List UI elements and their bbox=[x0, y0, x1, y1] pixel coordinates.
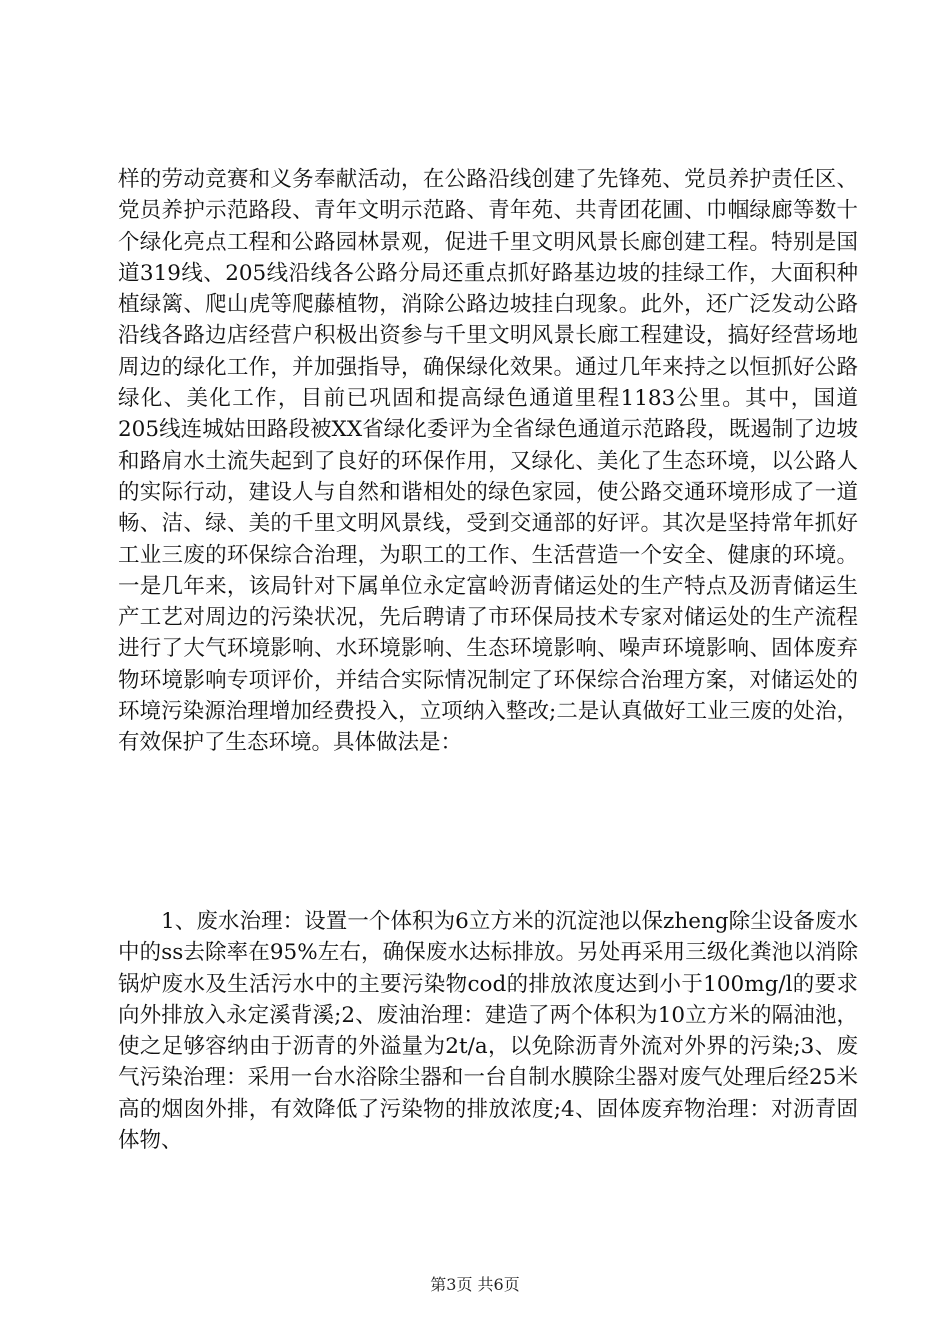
body-paragraph: 样的劳动竞赛和义务奉献活动，在公路沿线创建了先锋苑、党员养护责任区、党员养护示范路段、青年文明示范路、青年苑、共青团花圃、巾帼绿廊等数十个绿化亮点工程和公路园林景观，促进千里文明风景长廊创建工程。特别是国道319线、205线沿线各公路分局还重点抓好路基边坡的挂绿工作，大面积种植绿篱、爬山虎等爬藤植物，消除公路边坡挂白现象。此外，还广泛发动公路沿线各路边店经营户积极出资参与千里文明风景长廊工程建设，搞好经营场地周边的绿化工作，并加强指导，确保绿化效果。通过几年来持之以恒抓好公路绿化、美化工作，目前已巩固和提高绿色通道里程1183公里。其中，国道205线连城姑田路段被XX省绿化委评为全省绿色通道示范路段，既遏制了边坡和路肩水土流失起到了良好的环保作用，又绿化、美化了生态环境，以公路人的实际行动，建设人与自然和谐相处的绿色家园，使公路交通环境形成了一道畅、洁、绿、美的千里文明风景线，受到交通部的好评。其次是坚持常年抓好工业三废的环保综合治理，为职工的工作、生活营造一个安全、健康的环境。一是几年来，该局针对下属单位永定富岭沥青储运处的生产特点及沥青储运生产工艺对周边的污染状况，先后聘请了市环保局技术专家对储运处的生产流程进行了大气环境影响、水环境影响、生态环境影响、噪声环境影响、固体废弃物环境影响专项评价，并结合实际情况制定了环保综合治理方案，对储运处的环境污染源治理增加经费投入，立项纳入整改;二是认真做好工业三废的处治，有效保护了生态环境。具体做法是： bbox=[118, 167, 858, 756]
body-paragraph: 1、废水治理：设置一个体积为6立方米的沉淀池以保zheng除尘设备废水中的ss去除率在95%左右，确保废水达标排放。另处再采用三级化粪池以消除锅炉废水及生活污水中的主要污染物cod的排放浓度达到小于100mg/l的要求向外排放入永定溪背溪;2、废油治理：建造了两个体积为10立方米的隔油池，使之足够容纳由于沥青的外溢量为2t/a，以免除沥青外流对外界的污染;3、废气污染治理：采用一台水浴除尘器和一台自制水膜除尘器对废气处理后经25米高的烟囱外排，有效降低了污染物的排放浓度;4、固体废弃物治理：对沥青固体物、 bbox=[118, 909, 858, 1154]
page-number-footer: 第3页 共6页 bbox=[430, 1275, 520, 1294]
